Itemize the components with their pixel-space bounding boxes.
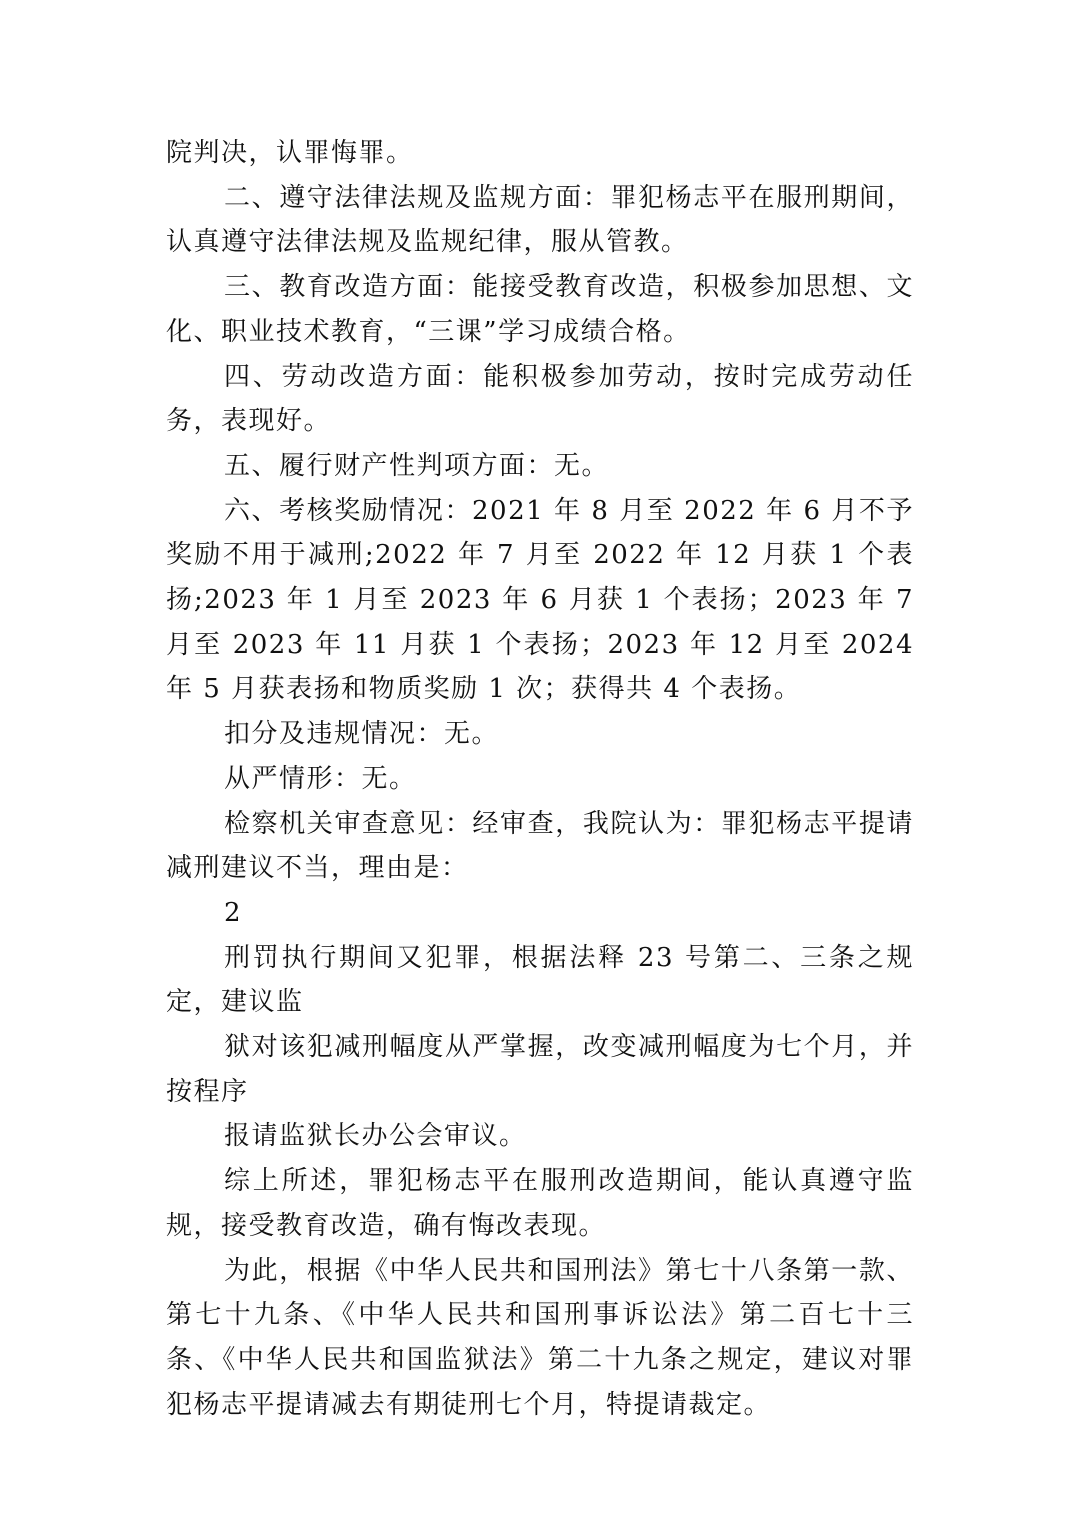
paragraph-submit-review: 报请监狱长办公会审议。 bbox=[224, 1121, 527, 1152]
paragraph-reoffense-reason: 刑罚执行期间又犯罪，根据法释 23 号第二、三条之规定，建议监 bbox=[166, 942, 914, 1018]
paragraph-legal-basis: 为此，根据《中华人民共和国刑法》第七十八条第一款、第七十九条、《中华人民共和国刑事诉讼法》第二百七十三条、《中华人民共和国监狱法》第二十九条之规定，建议对罪犯杨志平提请减去有期徒刑七个月，特提请裁定。 bbox=[166, 1255, 914, 1420]
paragraph-education-reform: 三、教育改造方面：能接受教育改造，积极参加思想、文化、职业技术教育，“三课”学习成绩合格。 bbox=[166, 272, 914, 347]
paragraph-law-compliance: 二、遵守法律法规及监规方面：罪犯杨志平在服刑期间，认真遵守法律法规及监规纪律，服从管教。 bbox=[166, 182, 914, 258]
document-body bbox=[166, 131, 914, 1427]
paragraph-labor-reform: 四、劳动改造方面：能积极参加劳动，按时完成劳动任务，表现好。 bbox=[166, 361, 914, 437]
paragraph-property-judgment: 五、履行财产性判项方面：无。 bbox=[224, 450, 610, 481]
paragraph-strict-circumstances: 从严情形：无。 bbox=[224, 763, 417, 794]
paragraph-summary: 综上所述，罪犯杨志平在服刑改造期间，能认真遵守监规，接受教育改造，确有悔改表现。 bbox=[166, 1166, 914, 1241]
paragraph-item-number: 2 bbox=[224, 897, 243, 928]
paragraph-assessment-rewards: 六、考核奖励情况：2021 年 8 月至 2022 年 6 月不予奖励不用于减刑;2022 年 7 月至 2022 年 12 月获 1 个表扬;2023 年 1 月至 2023 年 6 月获 1 个表扬；2023 年 7 月至 2023 年 11 月获 1 个表扬；2023 年 12 月至 2024 年 5 月获表扬和物质奖励 1 次；获得共 4 个表扬。 bbox=[166, 495, 914, 705]
paragraph-deductions: 扣分及违规情况：无。 bbox=[224, 719, 500, 750]
paragraph-reduction-range: 狱对该犯减刑幅度从严掌握，改变减刑幅度为七个月，并按程序 bbox=[166, 1032, 914, 1107]
paragraph-procuratorate-opinion: 检察机关审查意见：经审查，我院认为：罪犯杨志平提请减刑建议不当，理由是： bbox=[166, 808, 914, 884]
paragraph-court-judgment: 院判决，认罪悔罪。 bbox=[166, 138, 414, 168]
